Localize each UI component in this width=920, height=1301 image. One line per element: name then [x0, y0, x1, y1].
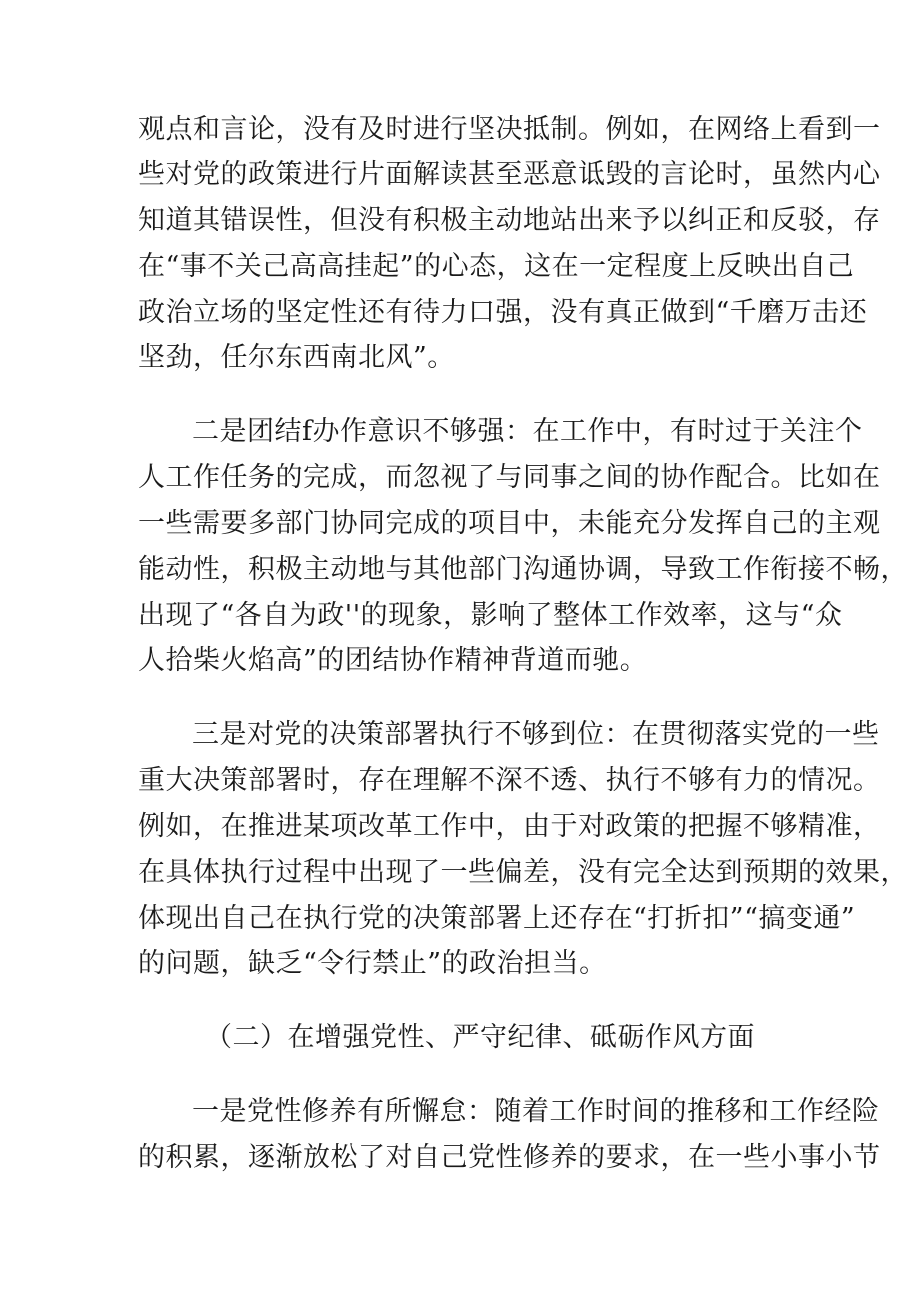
- text-line: 三是对党的决策部署执行不够到位：在贯彻落实党的一些: [192, 719, 880, 750]
- text-line: 体现出自己在执行党的决策部署上还存在“打折扣”“搞变通”: [138, 903, 856, 934]
- text-line: 一些需要多部门协同完成的项目中，未能充分发挥自己的主观: [138, 508, 881, 539]
- text-line: 一是党性修养有所懈怠：随着工作时间的推移和工作经险: [192, 1096, 880, 1127]
- text-line: 在具体执行过程中出现了一些偏差，没有完全达到预期的效果，: [138, 857, 908, 888]
- text-line: 例如，在推进某项改革工作中，由于对政策的把握不够精准，: [138, 811, 881, 842]
- text-line: 能动性，积极主动地与其他部门沟通协调，导致工作衔接不畅，: [138, 554, 908, 585]
- section-heading: （二）在增强党性、严守纪律、砥砺作风方面: [205, 1022, 755, 1053]
- text-line: 出现了“各自为政''的现象，影响了整体工作效率，这与“众: [138, 600, 843, 631]
- text-line: 二是团结f办作意识不够强：在工作中，有时过于关注个: [192, 416, 863, 447]
- text-line: 的积累，逐渐放松了对自己党性修养的要求，在一些小事小节: [138, 1142, 881, 1173]
- text-line: 人拾柴火焰高”的团结协作精神背道而驰。: [138, 645, 648, 676]
- text-line: 坚劲，任尔东西南北风”。: [138, 342, 455, 373]
- text-line: 的问题，缺乏“令行禁止”的政治担当。: [138, 948, 607, 979]
- text-line: 在“事不关己高高挂起”的心态，这在一定程度上反映出自己: [138, 251, 855, 282]
- text-line: 观点和言论，没有及时进行坚决抵制。例如，在网络上看到一: [138, 114, 881, 145]
- text-line: 知道其错误性，但没有积极主动地站出来予以纠正和反驳，存: [138, 205, 881, 236]
- text-line: 重大决策部署时，存在理解不深不透、执行不够有力的情况。: [138, 765, 881, 796]
- text-line: 些对党的政策进行片面解读甚至恶意诋毁的言论时，虽然内心: [138, 159, 881, 190]
- text-line: 政治立场的坚定性还有待力口强，没有真正做到“千磨万击还: [138, 297, 868, 328]
- text-line: 人工作任务的完成，而忽视了与同事之间的协作配合。比如在: [138, 462, 881, 493]
